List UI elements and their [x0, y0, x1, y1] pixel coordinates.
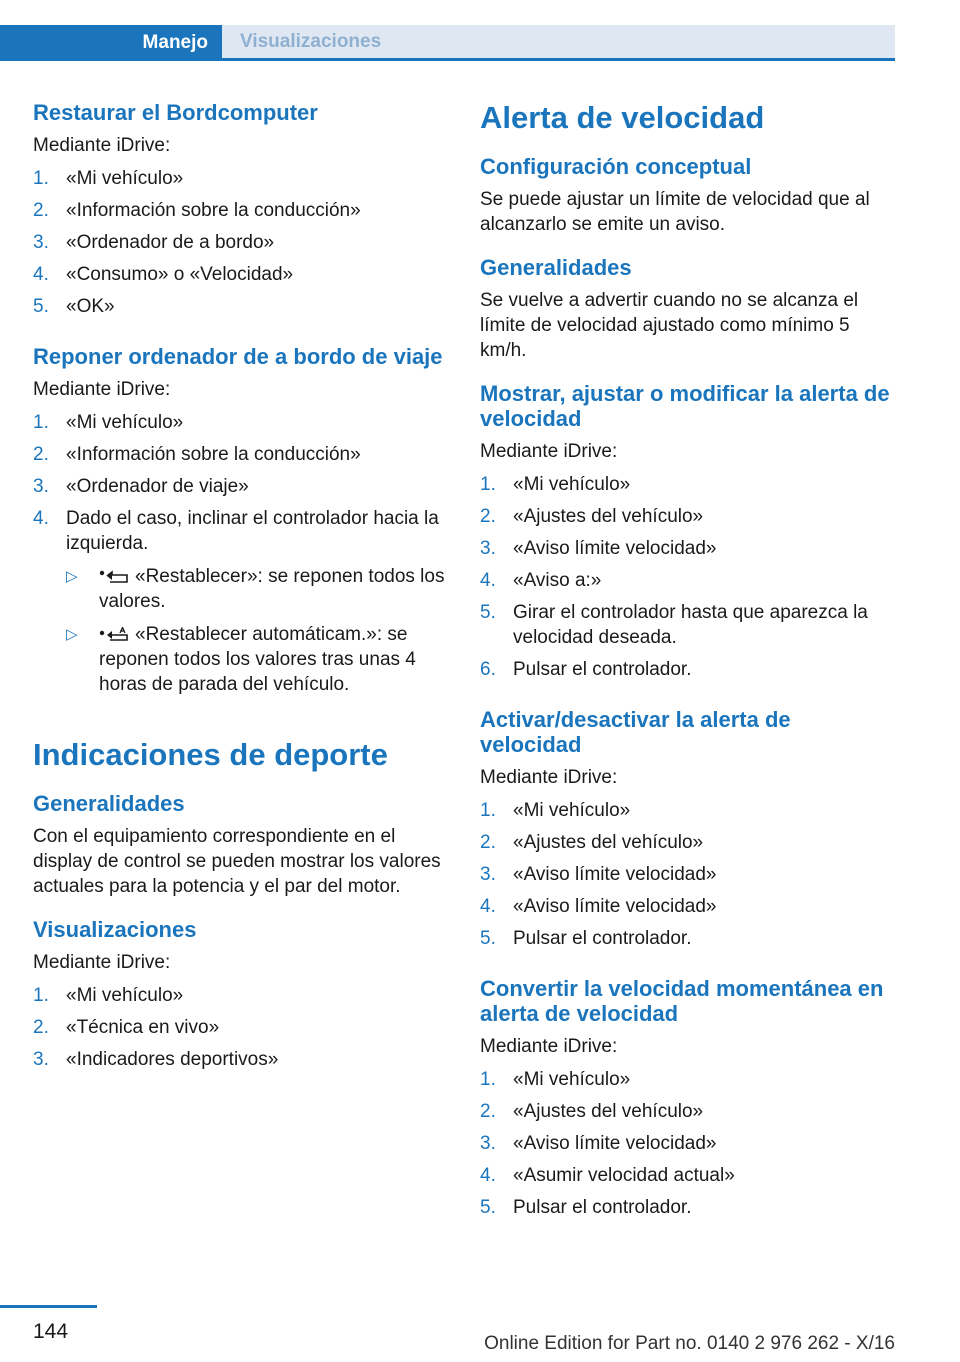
list-item: 2. «Información sobre la conducción» [33, 444, 361, 465]
list-item: 1. «Mi vehículo» [480, 1069, 631, 1090]
list-item: 5. Pulsar el controlador. [480, 928, 692, 949]
sub-list [66, 564, 448, 697]
paragraph: Con el equipamiento correspondiente en el display de control se pueden mostrar los valores actuales para la potencia y el par del motor. [33, 826, 441, 897]
list-item: 5. «OK» [33, 296, 115, 317]
auto-reset-icon [99, 627, 129, 641]
list-item: 3. «Ordenador de a bordo» [33, 232, 275, 253]
list-item: 4. Dado el caso, inclinar el controlador hacia la izquierda. ▷ «Restablecer»: se reponen todos los valores. ▷ «Restablecer automáticam.»: se reponen todos los valores tras unas 4 horas de parada del vehículo. [33, 506, 448, 697]
heading-generalidades: Generalidades [480, 255, 632, 280]
reset-icon [99, 569, 129, 583]
list-item: 2. «Ajustes del vehículo» [480, 832, 704, 853]
list-item: 1. «Mi vehículo» [33, 412, 184, 433]
intro-text: Mediante iDrive: [480, 767, 618, 788]
heading-deporte: Indicaciones de deporte [33, 737, 388, 772]
list-item: 3. «Aviso límite velocidad» [480, 538, 717, 559]
list-item: 4. «Aviso a:» [480, 570, 602, 591]
heading-convertir: Convertir la velocidad momentánea en alerta de velocidad [480, 976, 884, 1026]
list-item: 2. «Información sobre la conducción» [33, 200, 361, 221]
list-item: 2. «Ajustes del vehículo» [480, 1101, 704, 1122]
heading-generalidades: Generalidades [33, 791, 185, 816]
edition-note: Online Edition for Part no. 0140 2 976 262 - X/16 [484, 1333, 895, 1354]
steps-mostrar [480, 472, 895, 682]
left-column [33, 100, 448, 1079]
heading-mostrar: Mostrar, ajustar o modificar la alerta de velocidad [480, 381, 890, 431]
intro-text: Mediante iDrive: [33, 135, 171, 156]
list-item: 6. Pulsar el controlador. [480, 659, 692, 680]
list-item: 3. «Aviso límite velocidad» [480, 864, 717, 885]
heading-activar: Activar/desactivar la alerta de velocidad [480, 707, 791, 757]
list-item: 1. «Mi vehículo» [480, 800, 631, 821]
heading-restaurar: Restaurar el Bordcomputer [33, 100, 318, 125]
header-divider [222, 58, 895, 61]
list-item: 3. «Ordenador de viaje» [33, 476, 249, 497]
footer-divider [0, 1305, 97, 1308]
steps-activar [480, 798, 895, 951]
sub-item-restablecer: ▷ «Restablecer»: se reponen todos los valores. [66, 566, 445, 612]
section-tab-visualizaciones: Visualizaciones [222, 25, 895, 58]
right-column [480, 100, 895, 1227]
page-header [0, 25, 895, 61]
list-item: 4. «Asumir velocidad actual» [480, 1165, 735, 1186]
paragraph: Se vuelve a advertir cuando no se alcanza el límite de velocidad ajustado como mínimo 5 km/h. [480, 290, 859, 361]
steps-reponer [33, 410, 448, 697]
intro-text: Mediante iDrive: [480, 1036, 618, 1057]
list-item: 1. «Mi vehículo» [33, 168, 184, 189]
steps-restaurar [33, 166, 448, 319]
list-item: 4. «Aviso límite velocidad» [480, 896, 717, 917]
sub-item-restablecer-auto: ▷ «Restablecer automáticam.»: se reponen todos los valores tras unas 4 horas de parada del vehículo. [66, 624, 416, 695]
steps-convertir [480, 1067, 895, 1220]
heading-alerta: Alerta de velocidad [480, 100, 765, 135]
paragraph: Se puede ajustar un límite de velocidad que al alcanzarlo se emite un aviso. [480, 189, 870, 235]
list-item: 4. «Consumo» o «Velocidad» [33, 264, 294, 285]
list-item: 2. «Técnica en vivo» [33, 1017, 220, 1038]
list-item: 1. «Mi vehículo» [33, 985, 184, 1006]
intro-text: Mediante iDrive: [33, 952, 171, 973]
list-item: 3. «Indicadores deportivos» [33, 1049, 279, 1070]
section-tab-manejo: Manejo [0, 25, 222, 61]
list-item: 5. Girar el controlador hasta que aparezca la velocidad deseada. [480, 602, 868, 648]
intro-text: Mediante iDrive: [480, 441, 618, 462]
list-item: 5. Pulsar el controlador. [480, 1197, 692, 1218]
list-item: 2. «Ajustes del vehículo» [480, 506, 704, 527]
intro-text: Mediante iDrive: [33, 379, 171, 400]
list-item: 1. «Mi vehículo» [480, 474, 631, 495]
page-number: 144 [33, 1320, 69, 1343]
steps-visualizaciones [33, 983, 448, 1072]
heading-conceptual: Configuración conceptual [480, 154, 752, 179]
heading-reponer: Reponer ordenador de a bordo de viaje [33, 344, 443, 369]
heading-visualizaciones: Visualizaciones [33, 917, 197, 942]
list-item: 3. «Aviso límite velocidad» [480, 1133, 717, 1154]
